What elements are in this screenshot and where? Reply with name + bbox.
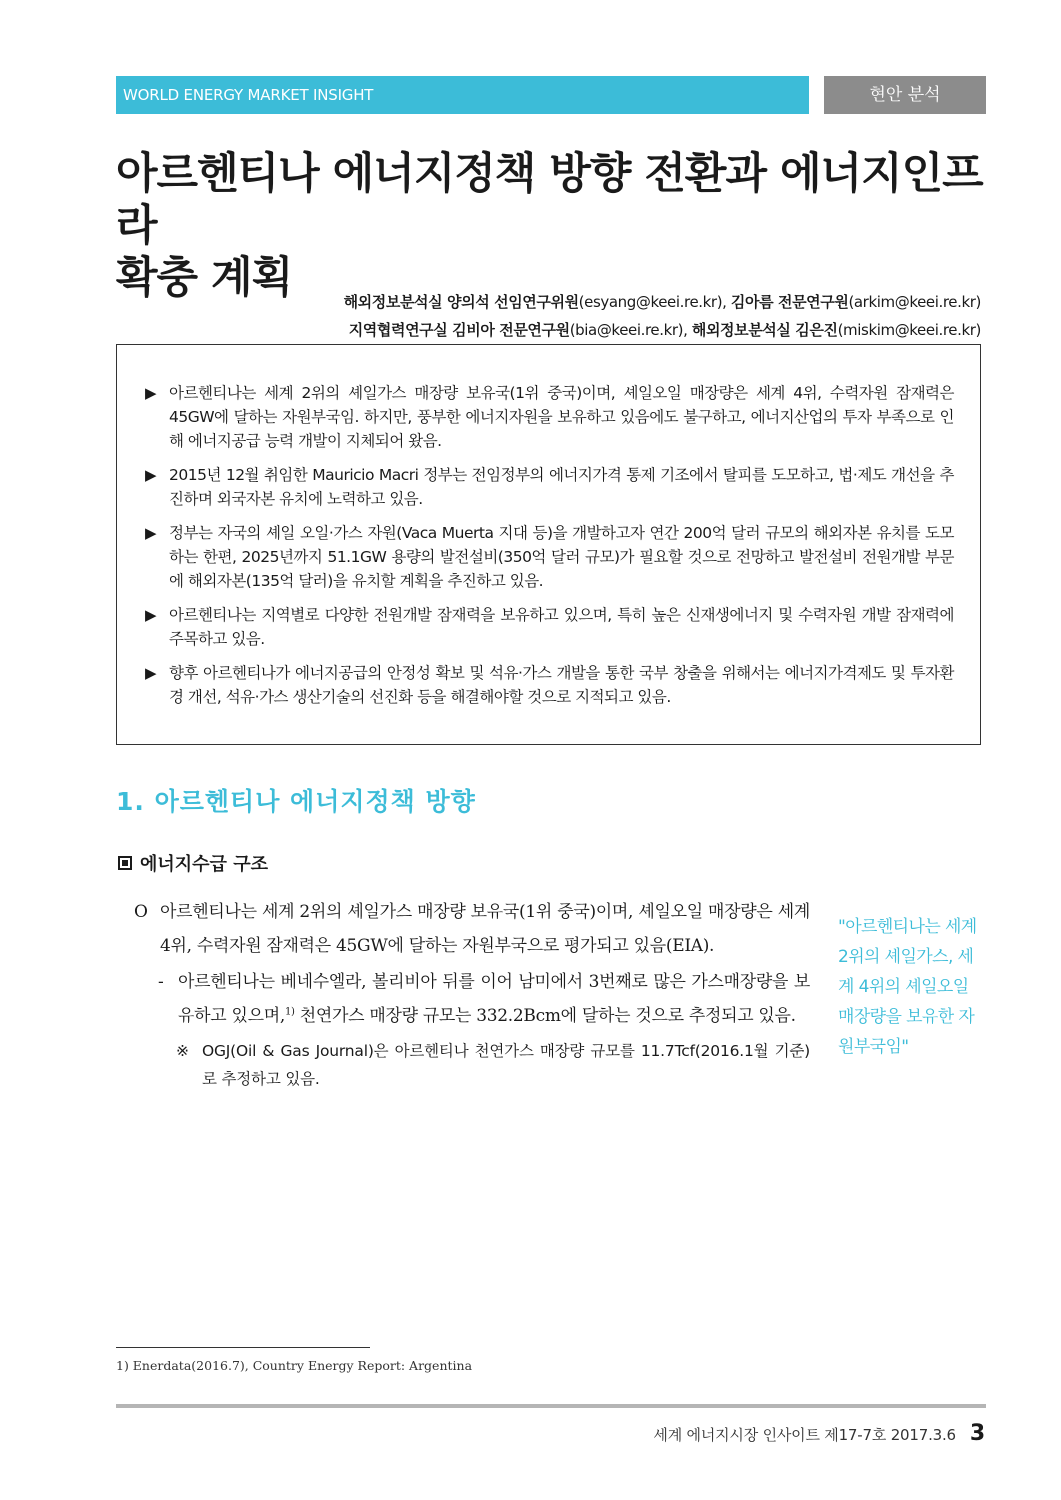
article-title xyxy=(116,148,996,304)
summary-item xyxy=(145,661,954,709)
publication-info: 세계 에너지시장 인사이트 제17-7호 2017.3.6 xyxy=(653,1426,956,1444)
author-line xyxy=(344,288,981,316)
author-name: 해외정보분석실 김은진 xyxy=(691,321,838,339)
author-email: (esyang@keei.re.kr), xyxy=(578,293,731,311)
footnote-divider xyxy=(116,1347,370,1348)
author-email: (bia@keei.re.kr), xyxy=(569,321,692,339)
note xyxy=(176,1037,810,1093)
circle-bullet-icon: O xyxy=(134,902,148,922)
series-banner: WORLD ENERGY MARKET INSIGHT xyxy=(116,76,809,114)
dash-bullet-icon: - xyxy=(158,972,164,992)
author-line xyxy=(344,316,981,344)
footer-divider xyxy=(116,1404,986,1408)
footnote: 1) Enerdata(2016.7), Country Energy Report: Argentina xyxy=(116,1358,473,1373)
summary-text: 정부는 자국의 셰일 오일·가스 자원(Vaca Muerta 지대 등)을 개발하고자 연간 200억 달러 규모의 해외자본 유치를 도모하는 한편, 2025년까지 51.1GW 용량의 발전설비(350억 달러 규모)가 필요할 것으로 전망하고 발전설비 전원개발 부문에 해외자본(135억 달러)을 유치할 계획을 추진하고 있음. xyxy=(169,524,954,590)
body-text xyxy=(134,895,810,1093)
summary-item xyxy=(145,463,954,511)
note-mark-icon: ※ xyxy=(176,1042,189,1060)
paragraph xyxy=(134,895,810,963)
author-name: 지역협력연구실 김비아 전문연구원 xyxy=(348,321,570,339)
subsection-title: 에너지수급 구조 xyxy=(140,854,268,875)
sub-paragraph xyxy=(158,965,810,1033)
square-bullet-icon xyxy=(118,856,132,870)
author-name: 김아름 전문연구원 xyxy=(730,293,849,311)
text-segment: 아르헨티나는 베네수엘라, 볼리비아 뒤를 이어 남미에서 3번째로 많은 가스매장량을 보유하고 있으며, xyxy=(178,972,810,1026)
arrow-bullet-icon: ▶ xyxy=(145,664,157,682)
arrow-bullet-icon: ▶ xyxy=(145,466,157,484)
summary-text: 아르헨티나는 세계 2위의 셰일가스 매장량 보유국(1위 중국)이며, 셰일오일 매장량은 세계 4위, 수력자원 잠재력은 45GW에 달하는 자원부국임. 하지만, 풍부한 에너지자원을 보유하고 있음에도 불구하고, 에너지산업의 투자 부족으로 인해 에너지공급 능력 개발이 지체되어 왔음. xyxy=(169,384,954,450)
title-line-2: 확충 계획 xyxy=(116,253,293,303)
text-segment: 천연가스 매장량 규모는 332.2Bcm에 달하는 것으로 추정되고 있음. xyxy=(294,1006,796,1026)
author-name: 해외정보분석실 양의석 선임연구위원 xyxy=(343,293,579,311)
title-line-1: 아르헨티나 에너지정책 방향 전환과 에너지인프라 xyxy=(116,149,983,251)
arrow-bullet-icon: ▶ xyxy=(145,606,157,624)
summary-item xyxy=(145,381,954,453)
summary-item xyxy=(145,521,954,593)
paragraph-text: 아르헨티나는 세계 2위의 셰일가스 매장량 보유국(1위 중국)이며, 셰일오일 매장량은 세계 4위, 수력자원 잠재력은 45GW에 달하는 자원부국으로 평가되고 있음(EIA). xyxy=(160,902,810,956)
page-number: 3 xyxy=(969,1421,985,1446)
summary-text: 2015년 12월 취임한 Mauricio Macri 정부는 전임정부의 에너지가격 통제 기조에서 탈피를 도모하고, 법·제도 개선을 추진하며 외국자본 유치에 노력하고 있음. xyxy=(169,466,954,508)
author-email: (miskim@keei.re.kr) xyxy=(837,321,981,339)
summary-item xyxy=(145,603,954,651)
pull-quote: "아르헨티나는 세계 2위의 셰일가스, 세계 4위의 셰일오일 매장량을 보유한 자원부국임" xyxy=(838,917,977,1057)
arrow-bullet-icon: ▶ xyxy=(145,384,157,402)
category-tag: 현안 분석 xyxy=(824,76,986,114)
arrow-bullet-icon: ▶ xyxy=(145,524,157,542)
section-heading: 1. 아르헨티나 에너지정책 방향 xyxy=(116,787,476,816)
author-block xyxy=(344,288,981,344)
summary-text: 향후 아르헨티나가 에너지공급의 안정성 확보 및 석유·가스 개발을 통한 국부 창출을 위해서는 에너지가격제도 및 투자환경 개선, 석유·가스 생산기술의 선진화 등을 해결해야할 것으로 지적되고 있음. xyxy=(169,664,954,706)
subsection-heading xyxy=(118,850,268,876)
summary-text: 아르헨티나는 지역별로 다양한 전원개발 잠재력을 보유하고 있으며, 특히 높은 신재생에너지 및 수력자원 개발 잠재력에 주목하고 있음. xyxy=(169,606,954,648)
page-footer xyxy=(653,1421,985,1446)
note-text: OGJ(Oil & Gas Journal)은 아르헨티나 천연가스 매장량 규모를 11.7Tcf(2016.1월 기준)로 추정하고 있음. xyxy=(202,1042,810,1088)
author-email: (arkim@keei.re.kr) xyxy=(848,293,981,311)
footnote-ref: 1) xyxy=(284,1006,295,1018)
summary-box xyxy=(116,344,981,745)
paragraph-text xyxy=(178,965,810,1033)
